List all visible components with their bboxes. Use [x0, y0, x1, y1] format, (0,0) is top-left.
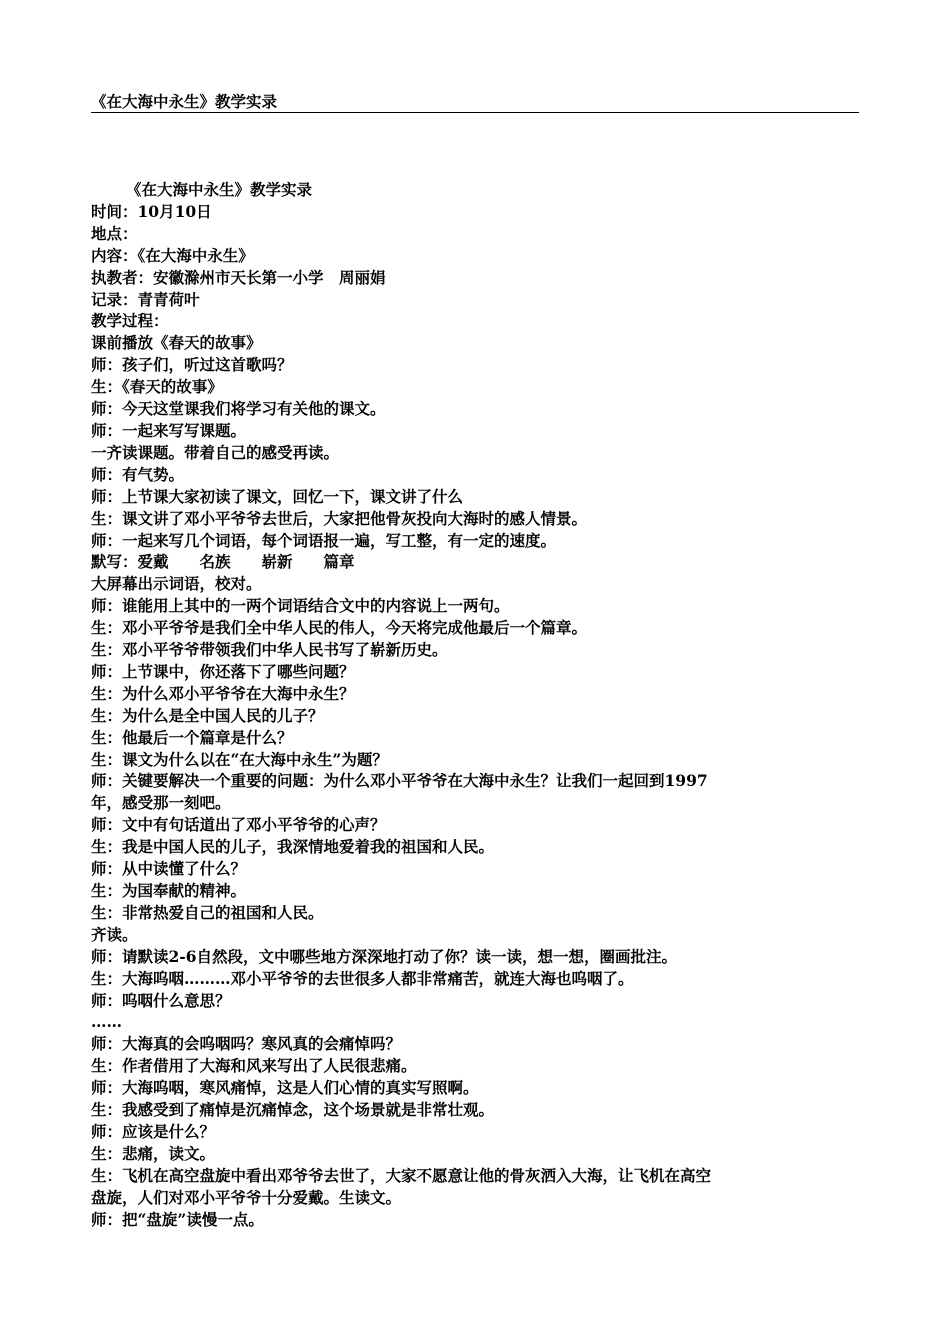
text-line: 师：一起来写写课题。 — [91, 420, 247, 440]
text-line: 生：作者借用了大海和风来写出了人民很悲痛。 — [91, 1056, 417, 1076]
text-line: 地点： — [91, 223, 138, 243]
text-line: 生：为国奉献的精神。 — [91, 881, 247, 900]
document-title: 《在大海中永生》教学实录 — [126, 180, 313, 199]
text-line: 教学过程： — [91, 311, 169, 331]
text-line: 生：飞机在高空盘旋中看出邓爷爷去世了，大家不愿意让他的骨灰洒入大海，让飞机在高空 — [91, 1165, 712, 1185]
text-line: 生：课文为什么以在“在大海中永生”为题？ — [91, 749, 388, 769]
text-line: 师：孩子们，听过这首歌吗？ — [91, 355, 293, 375]
text-line: 师：上节课大家初读了课文，回忆一下，课文讲了什么 — [91, 486, 464, 506]
text-line: 盘旋，人们对邓小平爷爷十分爱戴。生读文。 — [91, 1187, 402, 1207]
text-line: 师：文中有句话道出了邓小平爷爷的心声？ — [91, 815, 386, 835]
text-line: 一齐读课题。带着自己的感受再读。 — [91, 442, 340, 462]
text-line: 默写：爱戴 名族 崭新 篇章 — [91, 552, 355, 572]
text-line: 师：今天这堂课我们将学习有关他的课文。 — [91, 399, 386, 419]
text-line: 记录：青青荷叶 — [91, 289, 200, 309]
text-line: 生：邓小平爷爷带领我们中华人民书写了崭新历史。 — [91, 640, 448, 660]
text-line: 师：把“盘旋”读慢一点。 — [91, 1209, 264, 1229]
text-line: 师：谁能用上其中的一两个词语结合文中的内容说上一两句。 — [91, 596, 510, 616]
text-line: 师：大海真的会呜咽吗？寒风真的会痛悼吗？ — [91, 1034, 402, 1054]
text-line: 生：我是中国人民的儿子，我深情地爱着我的祖国和人民。 — [91, 837, 495, 857]
text-line: 大屏幕出示词语，校对。 — [91, 574, 262, 594]
text-line: 课前播放《春天的故事》 — [91, 333, 262, 353]
text-line: 生：非常热爱自己的祖国和人民。 — [91, 902, 324, 922]
document-body — [91, 179, 859, 1231]
text-line: 生：为什么是全中国人民的儿子？ — [91, 705, 324, 725]
text-line: 师：一起来写几个词语，每个词语报一遍，写工整，有一定的速度。 — [91, 530, 557, 550]
text-line: 齐读。 — [91, 924, 138, 944]
text-line: 内容：《在大海中永生》 — [91, 245, 254, 265]
header-title: 《在大海中永生》教学实录 — [91, 92, 278, 111]
text-line: 生：邓小平爷爷是我们全中华人民的伟人，今天将完成他最后一个篇章。 — [91, 618, 588, 638]
text-line: 师：请默读2-6自然段，文中哪些地方深深地打动了你？读一读，想一想，圈画批注。 — [91, 946, 678, 966]
text-line: 师：应该是什么？ — [91, 1121, 216, 1141]
text-line: 生：大海呜咽………邓小平爷爷的去世很多人都非常痛苦，就连大海也呜咽了。 — [91, 968, 634, 988]
text-line: 生：《春天的故事》 — [91, 377, 223, 397]
text-line: 师：呜咽什么意思？ — [91, 990, 231, 1010]
text-line: …… — [91, 1012, 122, 1032]
text-line: 师：关键要解决一个重要的问题：为什么邓小平爷爷在大海中永生？让我们一起回到1997 — [91, 771, 708, 791]
text-line: 生：我感受到了痛悼是沉痛悼念，这个场景就是非常壮观。 — [91, 1100, 495, 1120]
text-line: 时间：10月10日 — [91, 201, 212, 221]
text-line: 师：大海呜咽，寒风痛悼，这是人们心情的真实写照啊。 — [91, 1078, 479, 1098]
text-line: 执教者：安徽滁州市天长第一小学 周丽娟 — [91, 267, 386, 287]
text-line: 生：悲痛，读文。 — [91, 1143, 216, 1163]
text-line: 生：课文讲了邓小平爷爷去世后，大家把他骨灰投向大海时的感人情景。 — [91, 508, 588, 528]
text-line: 师：上节课中，你还落下了哪些问题？ — [91, 661, 355, 681]
text-line: 师：从中读懂了什么？ — [91, 859, 247, 879]
text-line: 生：他最后一个篇章是什么？ — [91, 727, 293, 747]
text-line: 年，感受那一刻吧。 — [91, 793, 231, 813]
page-header — [91, 92, 859, 113]
text-line: 生：为什么邓小平爷爷在大海中永生？ — [91, 683, 355, 703]
text-line: 师：有气势。 — [91, 464, 185, 484]
